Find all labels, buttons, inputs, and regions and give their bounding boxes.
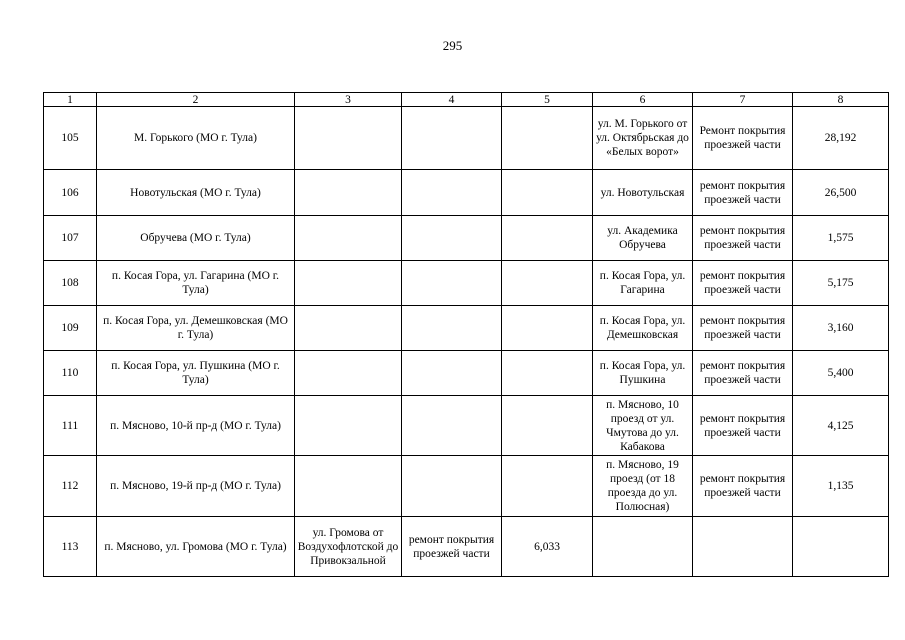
cell-col3 — [295, 170, 402, 216]
object-name: п. Косая Гора, ул. Пушкина (МО г. Тула) — [97, 351, 295, 396]
cell-col5 — [502, 170, 593, 216]
cell-col4 — [402, 351, 502, 396]
object-name: п. Косая Гора, ул. Демешковская (МО г. Тула) — [97, 306, 295, 351]
table-row — [44, 306, 889, 351]
amount: 4,125 — [793, 396, 889, 456]
cell-col4 — [402, 107, 502, 170]
cell-col3 — [295, 261, 402, 306]
cell-col5 — [502, 107, 593, 170]
table-row — [44, 517, 889, 577]
header-cell-3: 3 — [295, 93, 402, 107]
table-row — [44, 261, 889, 306]
cell-col5: 6,033 — [502, 517, 593, 577]
table-row — [44, 396, 889, 456]
location: ул. Академика Обручева — [593, 216, 693, 261]
work-type: ремонт покрытия проезжей части — [693, 351, 793, 396]
location: п. Косая Гора, ул. Гагарина — [593, 261, 693, 306]
table-row — [44, 351, 889, 396]
cell-col5 — [502, 216, 593, 261]
cell-col3: ул. Громова от Воздухофлотской до Привокзальной — [295, 517, 402, 577]
row-number: 112 — [44, 456, 97, 517]
cell-col3 — [295, 396, 402, 456]
cell-col4 — [402, 261, 502, 306]
object-name: Новотульская (МО г. Тула) — [97, 170, 295, 216]
cell-col3 — [295, 306, 402, 351]
header-cell-2: 2 — [97, 93, 295, 107]
header-row — [44, 93, 889, 107]
location: ул. Новотульская — [593, 170, 693, 216]
object-name: М. Горького (МО г. Тула) — [97, 107, 295, 170]
amount: 5,400 — [793, 351, 889, 396]
location: п. Мясново, 19 проезд (от 18 проезда до ул. Полюсная) — [593, 456, 693, 517]
amount: 5,175 — [793, 261, 889, 306]
work-type: ремонт покрытия проезжей части — [693, 261, 793, 306]
table-row — [44, 107, 889, 170]
cell-col3 — [295, 351, 402, 396]
work-type: ремонт покрытия проезжей части — [693, 396, 793, 456]
amount: 1,575 — [793, 216, 889, 261]
amount — [793, 517, 889, 577]
cell-col4: ремонт покрытия проезжей части — [402, 517, 502, 577]
location: п. Косая Гора, ул. Пушкина — [593, 351, 693, 396]
location: п. Мясново, 10 проезд от ул. Чмутова до ул. Кабакова — [593, 396, 693, 456]
table-row — [44, 216, 889, 261]
cell-col4 — [402, 306, 502, 351]
work-type — [693, 517, 793, 577]
amount: 26,500 — [793, 170, 889, 216]
work-type: ремонт покрытия проезжей части — [693, 216, 793, 261]
road-repair-table — [43, 92, 889, 577]
cell-col3 — [295, 107, 402, 170]
location: п. Косая Гора, ул. Демешковская — [593, 306, 693, 351]
object-name: п. Косая Гора, ул. Гагарина (МО г. Тула) — [97, 261, 295, 306]
cell-col5 — [502, 456, 593, 517]
cell-col3 — [295, 456, 402, 517]
amount: 28,192 — [793, 107, 889, 170]
work-type: ремонт покрытия проезжей части — [693, 456, 793, 517]
amount: 3,160 — [793, 306, 889, 351]
location — [593, 517, 693, 577]
row-number: 107 — [44, 216, 97, 261]
object-name: п. Мясново, 10-й пр-д (МО г. Тула) — [97, 396, 295, 456]
page-number: 295 — [442, 38, 463, 53]
work-type: ремонт покрытия проезжей части — [693, 170, 793, 216]
header-cell-1: 1 — [44, 93, 97, 107]
work-type: ремонт покрытия проезжей части — [693, 306, 793, 351]
table-row — [44, 456, 889, 517]
object-name: п. Мясново, 19-й пр-д (МО г. Тула) — [97, 456, 295, 517]
header-cell-4: 4 — [402, 93, 502, 107]
location: ул. М. Горького от ул. Октябрьская до «Белых ворот» — [593, 107, 693, 170]
header-cell-8: 8 — [793, 93, 889, 107]
cell-col5 — [502, 396, 593, 456]
row-number: 111 — [44, 396, 97, 456]
work-type: Ремонт покрытия проезжей части — [693, 107, 793, 170]
header-cell-7: 7 — [693, 93, 793, 107]
cell-col5 — [502, 306, 593, 351]
object-name: п. Мясново, ул. Громова (МО г. Тула) — [97, 517, 295, 577]
row-number: 110 — [44, 351, 97, 396]
header-cell-6: 6 — [593, 93, 693, 107]
table-row — [44, 170, 889, 216]
cell-col4 — [402, 396, 502, 456]
row-number: 108 — [44, 261, 97, 306]
cell-col5 — [502, 261, 593, 306]
amount: 1,135 — [793, 456, 889, 517]
row-number: 105 — [44, 107, 97, 170]
cell-col4 — [402, 170, 502, 216]
row-number: 109 — [44, 306, 97, 351]
row-number: 106 — [44, 170, 97, 216]
cell-col4 — [402, 216, 502, 261]
row-number: 113 — [44, 517, 97, 577]
object-name: Обручева (МО г. Тула) — [97, 216, 295, 261]
cell-col3 — [295, 216, 402, 261]
cell-col5 — [502, 351, 593, 396]
header-cell-5: 5 — [502, 93, 593, 107]
cell-col4 — [402, 456, 502, 517]
